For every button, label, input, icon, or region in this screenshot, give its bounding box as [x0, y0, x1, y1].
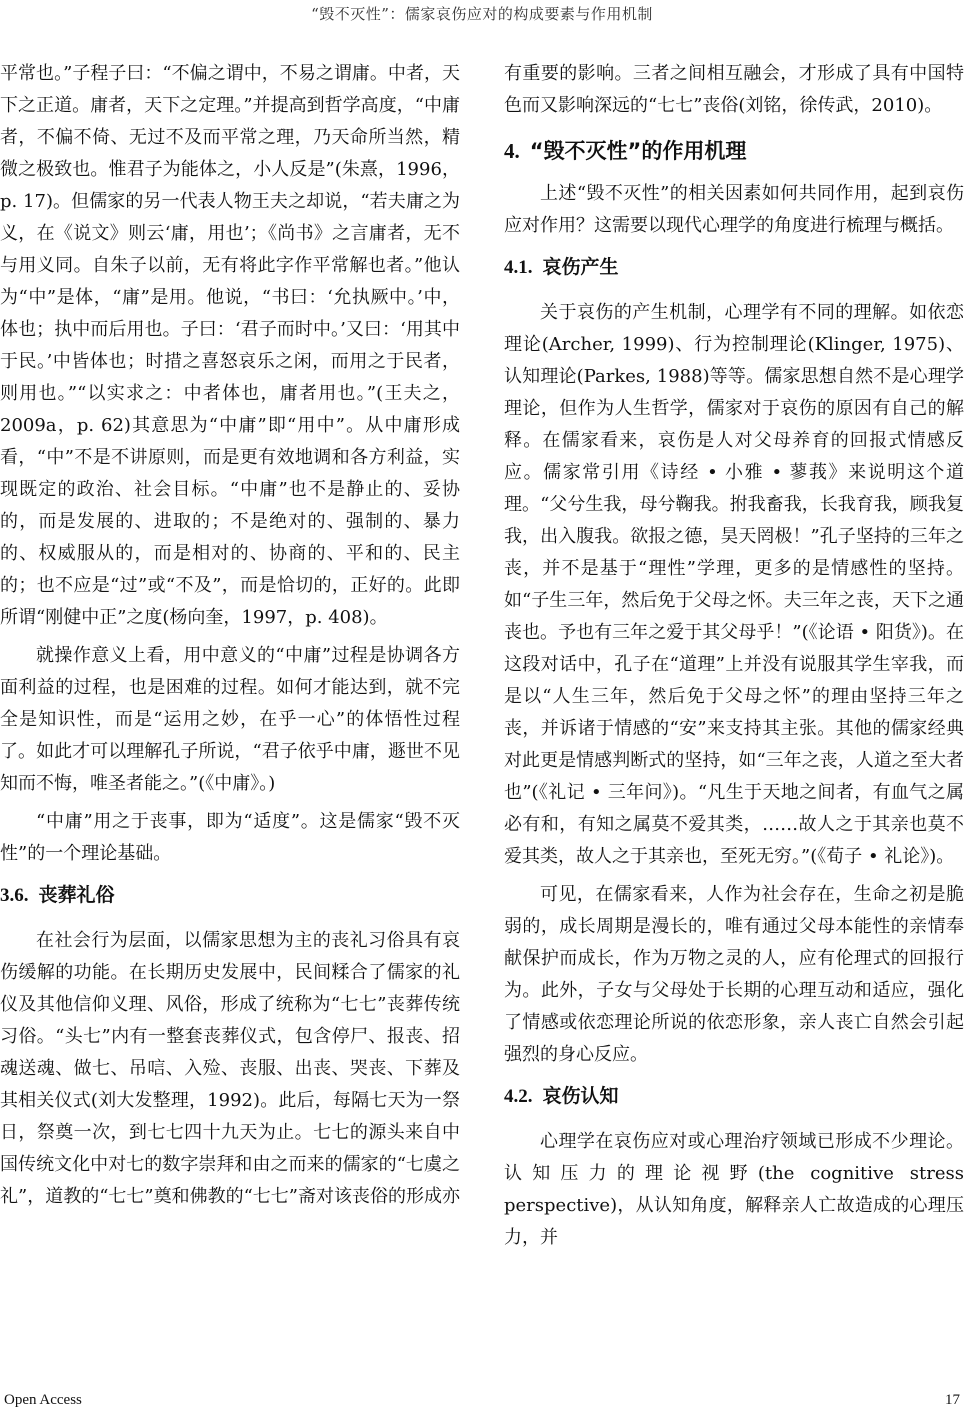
body-paragraph: 有重要的影响。三者之间相互融会，才形成了具有中国特色而又影响深远的“七七”丧俗(刘铭，徐传武，2010)。 — [504, 63, 964, 116]
right-column — [504, 58, 964, 1260]
body-paragraph: 心理学在哀伤应对或心理治疗领域已形成不少理论。认知压力的理论视野(the cognitive stress perspective)，从认知角度，解释亲人亡故造成的心理压力，并 — [504, 1131, 964, 1248]
section-number: 4.2. — [504, 1086, 533, 1107]
section-title: “毁不灭性”的作用机理 — [529, 139, 747, 163]
section-title: 哀伤产生 — [542, 256, 619, 278]
section-heading-4-2 — [504, 1079, 964, 1114]
page-footer — [0, 1392, 964, 1414]
footer-journal-label: Open Access — [4, 1392, 82, 1408]
section-heading-4-1 — [504, 250, 964, 285]
section-number: 4. — [504, 139, 520, 163]
running-header-title: “毁不灭性”：儒家哀伤应对的构成要素与作用机制 — [311, 5, 653, 23]
body-paragraph: 可见，在儒家看来，人作为社会存在，生命之初是脆弱的，成长周期是漫长的，唯有通过父母本能性的亲情奉献保护而成长，作为万物之灵的人，应有伦理式的回报行为。此外，子女与父母处于长期的心理互动和适应，强化了情感或依恋理论所说的依恋形象，亲人丧亡自然会引起强烈的身心反应。 — [504, 884, 964, 1065]
section-number: 4.1. — [504, 257, 533, 278]
body-paragraph: 就操作意义上看，用中意义的“中庸”过程是协调各方面利益的过程，也是困难的过程。如何才能达到，就不完全是知识性，而是“运用之妙，在乎一心”的体悟性过程了。如此才可以理解孔子所说，“君子依乎中庸，遯世不见知而不悔，唯圣者能之。”(《中庸》。) — [0, 645, 460, 794]
body-paragraph: 关于哀伤的产生机制，心理学有不同的理解。如依恋理论(Archer, 1999)、行为控制理论(Klinger, 1975)、认知理论(Parkes, 1988)等等。儒家思想自然不是心理学理论，但作为人生哲学，儒家对于哀伤的原因有自己的解释。在儒家看来，哀伤是人对父母养育的回报式情感反应。儒家常引用《诗经 • 小雅 • 蓼莪》来说明这个道理。“父兮生我，母兮鞠我。拊我畜我，长我育我，顾我复我，出入腹我。欲报之德，昊天罔极！”孔子坚持的三年之丧，并不是基于“理性”学理，更多的是情感性的坚持。如“子生三年，然后免于父母之怀。夫三年之丧，天下之通丧也。予也有三年之爱于其父母乎！”(《论语 • 阳货》)。在这段对话中，孔子在“道理”上并没有说服其学生宰我，而是以“人生三年，然后免于父母之怀”的理由坚持三年之丧，并诉诸于情感的“安”来支持其主张。其他的儒家经典对此更是情感判断式的坚持，如“三年之丧，人道之至大者也”(《礼记 • 三年问》)。“凡生于天地之间者，有血气之属必有和，有知之属莫不爱其类，……故人之于其亲也莫不爱其类，故人之于其亲也，至死无穷。”(《荀子 • 礼论》)。 — [504, 302, 964, 867]
section-number: 3.6. — [0, 885, 29, 906]
section-heading-3-6 — [0, 878, 460, 913]
section-title: 哀伤认知 — [542, 1085, 619, 1107]
body-paragraph: 上述“毁不灭性”的相关因素如何共同作用，起到哀伤应对作用？这需要以现代心理学的角度进行梳理与概括。 — [504, 183, 964, 236]
section-heading-4 — [504, 134, 964, 168]
body-paragraph: “中庸”用之于丧事，即为“适度”。这是儒家“毁不灭性”的一个理论基础。 — [0, 811, 460, 864]
body-paragraph: 在社会行为层面，以儒家思想为主的丧礼习俗具有哀伤缓解的功能。在长期历史发展中，民间糅合了儒家的礼仪及其他信仰义理、风俗，形成了统称为“七七”丧葬传统习俗。“头七”内有一整套丧葬仪式，包含停尸、报丧、招魂送魂、做七、吊唁、入殓、丧服、出丧、哭丧、下葬及其相关仪式(刘大发整理，1992)。此后，每隔七天为一祭日，祭奠一次，到七七四十九天为止。七七的源头来自中国传统文化中对七的数字崇拜和由之而来的儒家的“七虞之礼”，道教的“七七”奠和佛教的“七七”斋对该丧俗的形成亦 — [0, 930, 461, 1207]
section-title: 丧葬礼俗 — [38, 884, 115, 906]
body-paragraph: 平常也。”子程子曰：“不偏之谓中，不易之谓庸。中者，天下之正道。庸者，天下之定理。”并提高到哲学高度，“中庸者，不偏不倚、无过不及而平常之理，乃天命所当然，精微之极致也。惟君子为能体之，小人反是”(朱熹，1996，p. 17)。但儒家的另一代表人物王夫之却说，“若夫庸之为义，在《说文》则云‘庸，用也’；《尚书》之言庸者，无不与用义同。自朱子以前，无有将此字作平常解也者。”他认为“中”是体，“庸”是用。他说，“书曰：‘允执厥中。’中，体也；执中而后用也。子曰：‘君子而时中。’又曰：‘用其中于民。’中皆体也；时措之喜怒哀乐之闲，而用之于民者，则用也。”“以实求之：中者体也，庸者用也。”(王夫之，2009a，p. 62)其意思为“中庸”即“用中”。从中庸形成看，“中”不是不讲原则，而是更有效地调和各方利益，实现既定的政治、社会目标。“中庸”也不是静止的、妥协的，而是发展的、进取的；不是绝对的、强制的、暴力的、权威服从的，而是相对的、协商的、平和的、民主的；也不应是“过”或“不及”，而是恰切的，正好的。此即所谓“刚健中正”之度(杨向奎，1997，p. 408)。 — [0, 63, 460, 628]
page-number: 17 — [945, 1392, 960, 1408]
left-column — [0, 58, 460, 1219]
